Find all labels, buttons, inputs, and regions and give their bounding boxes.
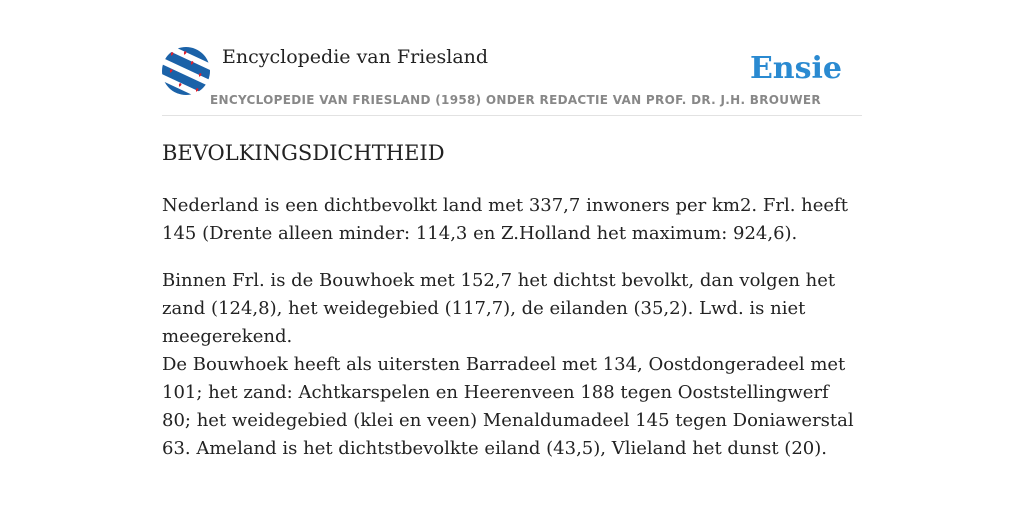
article-title: BEVOLKINGSDICHTHEID [162, 141, 445, 165]
publication-title[interactable]: Encyclopedie van Friesland [222, 46, 489, 68]
frisian-flag-icon[interactable] [162, 47, 210, 95]
article-paragraph-2: Binnen Frl. is de Bouwhoek met 152,7 het dichtst bevolkt, dan volgen het zand (124,8), het weidegebied (117,7), de eilanden (35,2). Lwd. is niet meegerekend. [162, 270, 836, 347]
article-paragraph-3: De Bouwhoek heeft als uitersten Barradeel met 134, Oostdongeradeel met 101; het zand: Achtkarspelen en Heerenveen 188 tegen Ooststellingwerf 80; het weidegebied (klei en veen) Menaldumadeel 145 tegen Doniawerstal 63. Ameland is het dichtstbevolkte eiland (43,5), Vlieland het dunst (20). [162, 354, 854, 459]
publication-subtitle: ENCYCLOPEDIE VAN FRIESLAND (1958) ONDER REDACTIE VAN PROF. DR. J.H. BROUWER [210, 93, 821, 107]
ensie-logo[interactable]: Ensie [749, 51, 842, 86]
header-divider [162, 115, 862, 116]
article-paragraph-1: Nederland is een dichtbevolkt land met 337,7 inwoners per km2. Frl. heeft 145 (Drente alleen minder: 114,3 en Z.Holland het maximum: 924,6). [162, 195, 848, 244]
